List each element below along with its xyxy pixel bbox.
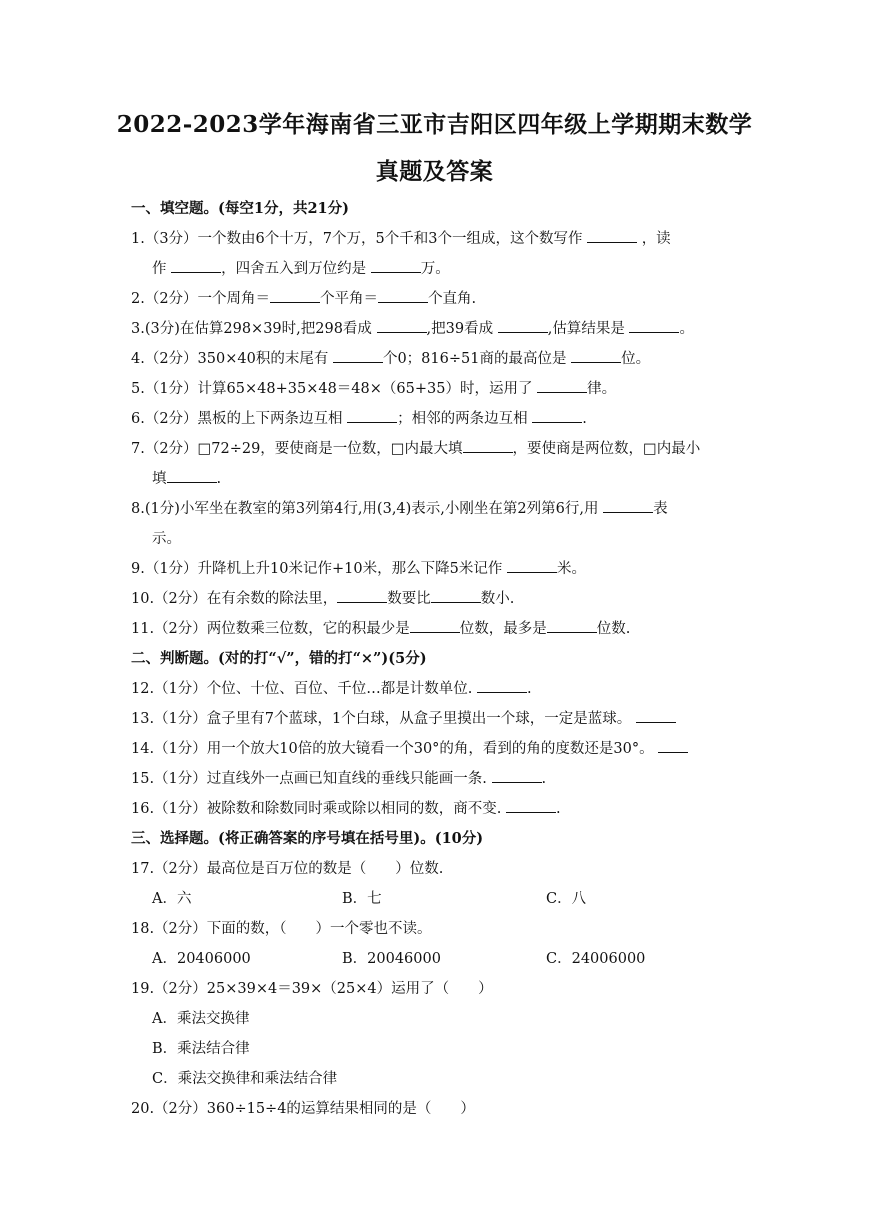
question-text: 16.（1分）被除数和除数同时乘或除以相同的数，商不变. [131,801,502,817]
question-text: 5.（1分）计算65×48+35×48＝48×（65+35）时，运用了 [131,381,533,397]
question-17-option-c[interactable]: C．八 [546,891,587,907]
question-14 [131,737,688,758]
question-2 [131,287,476,308]
question-17: 17.（2分）最高位是百万位的数是（ ）位数. [131,861,444,877]
question-11 [131,617,630,638]
answer-blank[interactable] [477,680,527,693]
question-text: 2.（2分）一个周角＝ [131,291,271,307]
question-text: 填 [152,471,167,487]
question-text: 米。 [556,561,586,577]
answer-blank[interactable] [463,440,513,453]
answer-blank[interactable] [270,290,320,303]
question-17-option-b[interactable]: B．七 [342,891,382,907]
question-text: ，读 [641,231,671,247]
answer-blank[interactable] [347,410,397,423]
answer-blank[interactable] [371,260,421,273]
question-text: 律。 [587,381,617,397]
question-text: 。 [679,321,694,337]
question-text: 位数，最多是 [459,621,547,637]
question-text: ；相邻的两条边互相 [397,411,528,427]
question-text: . [582,411,587,427]
question-text: ,把39看成 [426,321,494,337]
answer-blank[interactable] [337,590,387,603]
question-7-line2 [152,467,221,488]
answer-blank[interactable] [492,770,542,783]
question-text: 13.（1分）盒子里有7个蓝球，1个白球，从盒子里摸出一个球，一定是蓝球。 [131,711,632,727]
section-heading-multiple-choice: 三、选择题。(将正确答案的序号填在括号里)。(10分) [131,830,484,847]
answer-blank[interactable] [571,350,621,363]
answer-blank[interactable] [587,230,637,243]
answer-blank[interactable] [410,620,460,633]
question-8-line2: 示。 [152,531,181,547]
answer-blank[interactable] [547,620,597,633]
answer-blank[interactable] [537,380,587,393]
question-text: ，四舍五入到万位约是 [221,261,367,277]
answer-blank[interactable] [629,320,679,333]
question-text: 位。 [621,351,651,367]
question-1-line1 [131,227,671,248]
answer-blank[interactable] [636,710,676,723]
question-3 [131,317,694,338]
question-18-option-b[interactable]: B．20046000 [342,951,441,967]
question-text: 个平角＝ [320,291,379,307]
answer-blank[interactable] [532,410,582,423]
question-text: 9.（1分）升降机上升10米记作+10米，那么下降5米记作 [131,561,503,577]
question-text: 个0；816÷51商的最高位是 [382,351,567,367]
answer-blank[interactable] [506,800,556,813]
question-19: 19.（2分）25×39×4＝39×（25×4）运用了（ ） [131,981,493,997]
question-19-option-b[interactable]: B．乘法结合律 [152,1041,250,1057]
question-4 [131,347,650,368]
question-text: 4.（2分）350×40积的末尾有 [131,351,329,367]
answer-blank[interactable] [378,290,428,303]
question-6 [131,407,587,428]
answer-blank[interactable] [333,350,383,363]
question-text: 表 [653,501,668,517]
question-12 [131,677,532,698]
question-18-option-c[interactable]: C．24006000 [546,951,646,967]
question-text: 15.（1分）过直线外一点画已知直线的垂线只能画一条. [131,771,487,787]
question-20: 20.（2分）360÷15÷4的运算结果相同的是（ ） [131,1101,475,1117]
answer-blank[interactable] [603,500,653,513]
question-15 [131,767,546,788]
page-title-line1: 2022-2023学年海南省三亚市吉阳区四年级上学期期末数学 [116,111,753,138]
question-18: 18.（2分）下面的数，（ ）一个零也不读。 [131,921,432,937]
question-text: 8.(1分)小军坐在教室的第3列第4行,用(3,4)表示,小刚坐在第2列第6行,用 [131,501,599,517]
answer-blank[interactable] [498,320,548,333]
question-text: 11.（2分）两位数乘三位数，它的积最少是 [131,621,410,637]
question-10 [131,587,514,608]
section-heading-fill-in: 一、填空题。(每空1分，共21分) [131,200,349,217]
question-16 [131,797,561,818]
question-1-line2 [152,257,450,278]
question-text: ，要使商是两位数，□内最小 [512,441,701,457]
question-text: 10.（2分）在有余数的除法里， [131,591,338,607]
section-heading-true-false: 二、判断题。(对的打“√”，错的打“×”)(5分) [131,650,427,667]
question-text: . [541,771,547,787]
question-19-option-c[interactable]: C．乘法交换律和乘法结合律 [152,1071,338,1087]
answer-blank[interactable] [431,590,481,603]
question-text: 数要比 [387,591,431,607]
page-title-line2: 真题及答案 [375,158,494,185]
question-text: . [527,681,532,697]
answer-blank[interactable] [171,260,221,273]
question-7-line1 [131,437,700,458]
question-text: 12.（1分）个位、十位、百位、千位…都是计数单位. [131,681,473,697]
question-text: 6.（2分）黑板的上下两条边互相 [131,411,343,427]
question-text: 7.（2分）□72÷29，要使商是一位数，□内最大填 [131,441,463,457]
question-18-option-a[interactable]: A．20406000 [152,951,251,967]
question-text: ,估算结果是 [547,321,625,337]
question-17-option-a[interactable]: A．六 [152,891,192,907]
question-8-line1 [131,497,668,518]
answer-blank[interactable] [507,560,557,573]
question-text: 万。 [420,261,450,277]
question-text: 数小. [480,591,515,607]
question-text: 位数. [596,621,631,637]
question-text: 个直角. [428,291,477,307]
question-5 [131,377,616,398]
question-13 [131,707,676,728]
question-text: . [556,801,561,817]
question-text: 14.（1分）用一个放大10倍的放大镜看一个30°的角，看到的角的度数还是30°。 [131,741,654,757]
question-text: . [216,471,222,487]
question-text: 1.（3分）一个数由6个十万，7个万，5个千和3个一组成，这个数写作 [131,231,583,247]
question-19-option-a[interactable]: A．乘法交换律 [152,1011,250,1027]
question-text: 作 [152,261,167,277]
answer-blank[interactable] [167,470,217,483]
answer-blank[interactable] [377,320,427,333]
answer-blank[interactable] [658,740,688,753]
question-9 [131,557,586,578]
question-text: 3.(3分)在估算298×39时,把298看成 [131,321,372,337]
